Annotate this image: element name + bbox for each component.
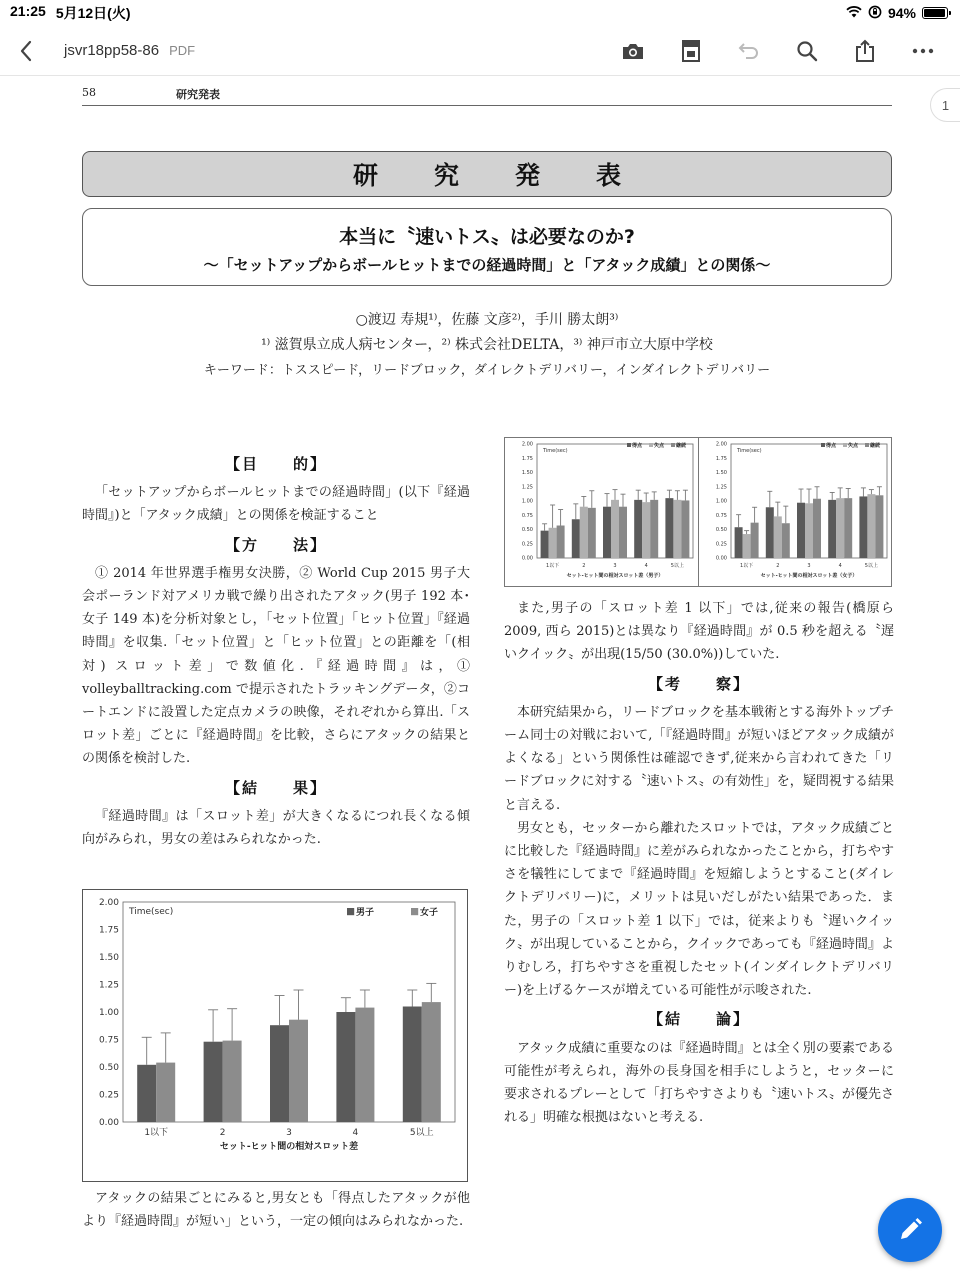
y-tick-label: 1.25 xyxy=(521,484,533,491)
more-icon xyxy=(912,48,934,54)
legend-label: 失点 xyxy=(848,443,859,449)
undo-icon xyxy=(738,41,760,61)
bar xyxy=(619,507,627,558)
conclusion-heading: 【結 論】 xyxy=(647,1010,750,1029)
bar xyxy=(681,500,689,558)
page-edit-icon xyxy=(681,39,701,63)
x-tick-label: 1以下 xyxy=(546,563,560,569)
discussion-text: 本研究結果から，リードブロックを基本戦術とする海外トップチーム同士の対戦において,「『経過時間』が短いほどアタック成績がよくなる」という関係性は確認できず,従来から言われてきた「リードブロックに対する〝速いトス〟の有効性」を，疑問視する結果と言える. xyxy=(504,704,894,813)
search-icon xyxy=(796,40,818,62)
y-tick-label: 1.00 xyxy=(521,498,533,505)
pdf-page[interactable] xyxy=(0,77,930,1280)
bar xyxy=(549,528,557,558)
y-axis-label: Time(sec) xyxy=(543,448,568,454)
page-number: 58 xyxy=(82,86,96,99)
paper-subtitle: ～「セットアップからボールヒットまでの経過時間」と「アタック成績」との関係～ xyxy=(203,256,771,274)
y-tick-label: 2.00 xyxy=(715,441,727,448)
legend-label: 失点 xyxy=(654,443,665,449)
share-button[interactable] xyxy=(836,27,894,75)
x-tick-label: 1以下 xyxy=(740,563,754,569)
status-bar xyxy=(0,0,960,26)
y-tick-label: 1.75 xyxy=(98,925,119,936)
bar xyxy=(805,503,813,558)
keywords: キーワード：トススピード，リードブロック，ダイレクトデリバリー，インダイレクトデリバリー xyxy=(203,363,771,378)
male-outcome-chart-svg xyxy=(505,438,698,586)
results-text-3: また,男子の「スロット差 1 以下」では,従来の報告(橋原ら 2009, 西ら 2015)とは異なり『経過時間』が 0.5 秒を超える〝遅いクイック〟が出現(15/50 (30.0%))していた. xyxy=(504,601,894,663)
y-tick-label: 0.50 xyxy=(715,527,727,534)
bar xyxy=(673,500,681,558)
legend-swatch xyxy=(627,443,631,447)
bar xyxy=(642,502,650,558)
legend-swatch xyxy=(671,443,675,447)
y-tick-label: 1.75 xyxy=(521,455,533,462)
bar xyxy=(403,1007,422,1123)
bar xyxy=(774,516,782,558)
back-button[interactable] xyxy=(2,27,50,75)
author-block xyxy=(82,308,892,383)
x-tick-label: 2 xyxy=(776,563,780,569)
left-column-bottom xyxy=(82,1187,470,1233)
bar xyxy=(572,519,580,558)
document-title: jsvr18pp58-86 xyxy=(64,42,160,59)
title-box xyxy=(82,208,892,286)
y-tick-label: 0.25 xyxy=(98,1090,119,1101)
battery-percent: 94% xyxy=(887,5,916,21)
x-tick-label: 4 xyxy=(644,563,648,569)
x-tick-label: 3 xyxy=(807,563,811,569)
bar xyxy=(766,507,774,558)
battery-icon xyxy=(922,7,948,19)
legend-swatch xyxy=(843,443,847,447)
y-tick-label: 0.50 xyxy=(521,527,533,534)
camera-button[interactable] xyxy=(604,27,662,75)
y-tick-label: 2.00 xyxy=(98,898,119,908)
pdf-toolbar xyxy=(0,26,960,76)
discussion-heading: 【考 察】 xyxy=(647,674,750,693)
x-tick-label: 1以下 xyxy=(144,1128,169,1138)
paper-title: 本当に〝速いトス〟は必要なのか? xyxy=(339,226,635,248)
bar xyxy=(422,1002,441,1122)
bar xyxy=(156,1063,175,1122)
bar xyxy=(588,508,596,558)
female-outcome-chart-svg xyxy=(699,438,892,586)
undo-button[interactable] xyxy=(720,27,778,75)
bar xyxy=(204,1042,223,1122)
y-tick-label: 0.75 xyxy=(715,512,727,519)
bar xyxy=(665,498,673,558)
legend-label: 男子 xyxy=(356,908,375,919)
y-tick-label: 1.50 xyxy=(521,470,533,477)
bar xyxy=(541,531,549,558)
bar xyxy=(270,1025,289,1122)
x-tick-label: 3 xyxy=(286,1128,292,1138)
bar xyxy=(813,499,821,558)
x-tick-label: 5以上 xyxy=(864,563,878,569)
left-column xyxy=(82,447,470,851)
bar xyxy=(223,1041,242,1122)
legend-label: 女子 xyxy=(420,908,439,919)
male-outcome-chart xyxy=(505,438,698,586)
bar xyxy=(859,496,867,558)
author-affiliations: ¹⁾ 滋賀県立成人病センター，²⁾ 株式会社DELTA，³⁾ 神戸市立大原中学校 xyxy=(261,337,713,353)
edit-fab-button[interactable] xyxy=(878,1198,942,1262)
share-icon xyxy=(854,39,876,63)
y-tick-label: 0.75 xyxy=(521,512,533,519)
camera-icon xyxy=(621,41,645,61)
female-outcome-chart xyxy=(698,438,892,586)
results-text-2: アタックの結果ごとにみると,男女とも「得点したアタックが他より『経過時間』が短い」という，一定の傾向はみられなかった. xyxy=(82,1191,470,1230)
purpose-heading: 【目 的】 xyxy=(224,455,327,473)
bar xyxy=(836,498,844,558)
x-axis-label: セット-ヒット間の相対スロット差（男子） xyxy=(566,573,664,579)
y-tick-label: 1.50 xyxy=(715,470,727,477)
y-tick-label: 1.25 xyxy=(715,484,727,491)
legend-label: 継続 xyxy=(676,443,687,449)
document-type: PDF xyxy=(169,43,196,58)
right-column xyxy=(504,597,894,1129)
bar xyxy=(580,507,588,558)
y-axis-label: Time(sec) xyxy=(129,907,174,917)
bar xyxy=(137,1065,156,1122)
legend-swatch xyxy=(865,443,869,447)
clock-time: 21:25 xyxy=(10,3,46,19)
x-tick-label: 3 xyxy=(613,563,617,569)
y-axis-label: Time(sec) xyxy=(737,448,762,454)
y-tick-label: 2.00 xyxy=(521,441,533,448)
running-head xyxy=(82,86,220,102)
x-tick-label: 5以上 xyxy=(409,1128,434,1138)
more-button[interactable] xyxy=(894,27,952,75)
legend-label: 得点 xyxy=(826,443,837,449)
back-chevron-icon xyxy=(19,40,33,62)
legend-label: 継続 xyxy=(870,443,881,449)
x-tick-label: 2 xyxy=(582,563,586,569)
page-indicator[interactable]: 1 xyxy=(930,88,960,122)
y-tick-label: 0.25 xyxy=(715,541,727,548)
y-tick-label: 0.75 xyxy=(98,1035,119,1046)
section-banner: 研究発表 xyxy=(82,151,892,197)
y-tick-label: 0.00 xyxy=(98,1118,119,1128)
y-tick-label: 0.00 xyxy=(521,555,533,562)
results-heading: 【結 果】 xyxy=(224,778,327,797)
bar xyxy=(867,494,875,558)
bar xyxy=(844,498,852,558)
x-tick-label: 5以上 xyxy=(670,563,684,569)
outcome-charts xyxy=(504,437,892,587)
bar xyxy=(336,1012,355,1122)
y-tick-label: 0.50 xyxy=(98,1063,119,1073)
y-tick-label: 0.25 xyxy=(521,541,533,548)
legend-swatch xyxy=(347,908,354,915)
purpose-text: 「セットアップからボールヒットまでの経過時間」(以下『経過時間』)と「アタック成績」との関係を検証すること xyxy=(82,485,470,524)
bar xyxy=(355,1008,374,1122)
bar xyxy=(634,500,642,558)
header-rule xyxy=(82,105,892,106)
bar xyxy=(828,500,836,558)
main-bar-chart xyxy=(82,889,468,1182)
y-tick-label: 1.25 xyxy=(98,980,119,991)
legend-swatch xyxy=(821,443,825,447)
orientation-lock-icon xyxy=(868,5,882,22)
discussion-text-2: 男女とも，セッターから離れたスロットでは，アタック成績ごとに比較した『経過時間』に差がみられなかったことから，打ちやすさを犠牲にしてまで『経過時間』を短縮しようとすること(ダイレクトデリバリー)に，メリットは見いだしがたい結果であった．また，男子の「スロット差 1 以下」では，従来よりも〝遅いクイック〟が出現していることから，クイックであっても『経過時間』よりむしろ，打ちやすさを重視したセット(インダイレクトデリバリー)を上げるケースが増えている可能性が示唆された. xyxy=(504,820,895,999)
legend-swatch xyxy=(649,443,653,447)
y-tick-label: 1.75 xyxy=(715,455,727,462)
y-tick-label: 0.00 xyxy=(715,555,727,562)
bar xyxy=(751,523,759,558)
results-text: 『経過時間』は「スロット差」が大きくなるにつれ長くなる傾向がみられ，男女の差はみられなかった. xyxy=(82,808,470,848)
main-bar-chart-svg xyxy=(83,890,467,1181)
bar xyxy=(650,500,658,558)
status-date: 5月12日(火) xyxy=(55,5,131,21)
legend-swatch xyxy=(411,908,418,915)
x-axis-label: セット-ヒット間の相対スロット差（女子） xyxy=(760,573,858,579)
x-tick-label: 4 xyxy=(838,563,842,569)
legend-label: 得点 xyxy=(632,443,643,449)
bar xyxy=(735,527,743,558)
x-tick-label: 2 xyxy=(219,1128,226,1138)
running-section: 研究発表 xyxy=(176,88,220,101)
search-button[interactable] xyxy=(778,27,836,75)
bar xyxy=(289,1020,308,1122)
x-axis-label: セット-ヒット間の相対スロット差 xyxy=(219,1142,359,1152)
pencil-icon xyxy=(897,1217,923,1243)
x-tick-label: 4 xyxy=(352,1128,359,1138)
bar xyxy=(557,526,565,558)
bar xyxy=(797,503,805,558)
wifi-icon xyxy=(846,5,862,21)
page-edit-button[interactable] xyxy=(662,27,720,75)
y-tick-label: 1.00 xyxy=(715,498,727,505)
bar xyxy=(782,523,790,558)
y-tick-label: 1.00 xyxy=(98,1008,119,1018)
bar xyxy=(611,500,619,558)
conclusion-text: アタック成績に重要なのは『経過時間』とは全く別の要素である可能性が考えられ，海外の長身国を相手にしようと，セッターに要求されるプレーとして「打ちやすさよりも〝速いトス〟が優先される」明確な根拠はないと考える. xyxy=(504,1040,894,1126)
y-tick-label: 1.50 xyxy=(98,953,119,963)
author-names: ○渡辺 寿規¹⁾，佐藤 文彦²⁾，手川 勝太朗³⁾ xyxy=(355,312,619,328)
method-heading: 【方 法】 xyxy=(224,535,327,554)
bar xyxy=(743,534,751,558)
method-text: ① 2014 年世界選手権男女決勝，② World Cup 2015 男子大会ポーランド対アメリカ戦で繰り出されたアタック(男子 192 本･女子 149 本)を分析対象とし，「セット位置」「ヒット位置」『経過時間』を収集.「セット位置」と「ヒット位置」との距離を「(相対) スロット差」で数値化.『経過時間』は，① volleyballtracking.com で提示されたトラッキングデータ，②コートエンドに設置した定点カメラの映像，それぞれから算出.「スロット差」ごとに『経過時間』を比較，さらにアタックの結果との関係を検討した. xyxy=(82,565,470,767)
bar xyxy=(603,507,611,558)
bar xyxy=(875,495,883,558)
